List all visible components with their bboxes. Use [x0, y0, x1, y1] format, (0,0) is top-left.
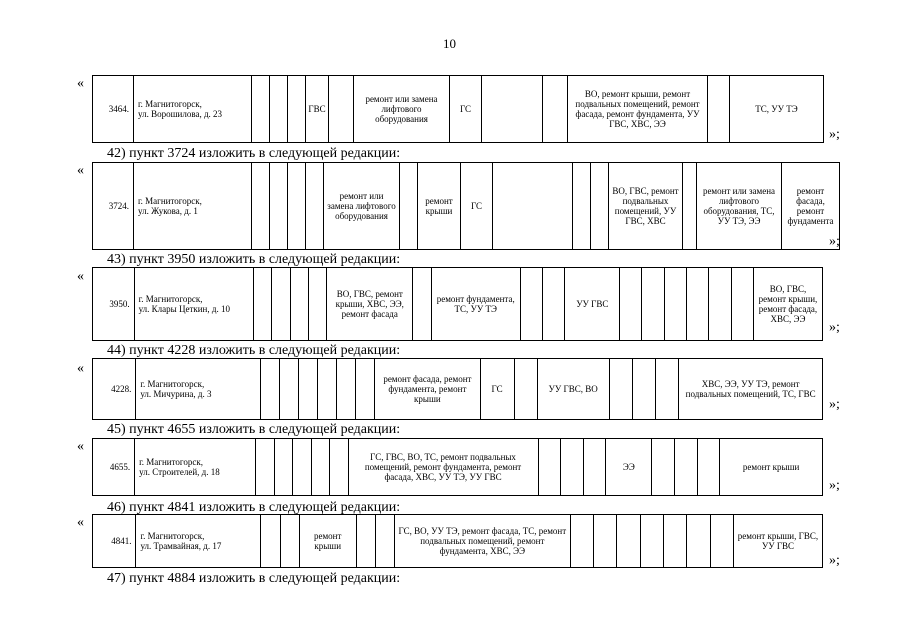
table-cell [261, 515, 280, 568]
row-address: г. Магнитогорск, ул. Трамвайная, д. 17 [136, 515, 261, 568]
table-cell [400, 163, 418, 250]
table-cell: УУ ГВС, ВО [537, 359, 609, 420]
table-cell [561, 439, 584, 496]
amendment-heading: 47) пункт 4884 изложить в следующей редакции: [107, 571, 401, 586]
table-cell [663, 515, 686, 568]
table-cell [538, 439, 561, 496]
table-cell: ремонт или замена лифтового оборудования, ТС, УУ ТЭ, ЭЭ [697, 163, 782, 250]
table-cell: ТС, УУ ТЭ [730, 76, 824, 143]
table-cell [299, 359, 318, 420]
table-row-3724 [92, 162, 840, 250]
table-row-4841 [92, 514, 823, 568]
row-number: 4228. [93, 359, 136, 420]
table-cell [356, 359, 375, 420]
table-cell [620, 268, 642, 341]
table-cell: ГВС [306, 76, 329, 143]
open-quote: « [77, 269, 84, 284]
table-cell [710, 515, 733, 568]
table-cell [318, 359, 337, 420]
table-cell [256, 439, 274, 496]
close-quote: »; [829, 127, 840, 142]
table-cell: ВО, ГВС, ремонт подвальных помещений, УУ ГВС, ХВС [609, 163, 683, 250]
open-quote: « [77, 163, 84, 178]
amendment-heading: 44) пункт 4228 изложить в следующей редакции: [107, 343, 401, 358]
table-cell [279, 359, 298, 420]
table-cell [687, 268, 709, 341]
table-cell [270, 76, 288, 143]
row-address: г. Магнитогорск, ул. Жукова, д. 1 [134, 163, 252, 250]
table-cell [290, 268, 308, 341]
row-number: 3950. [93, 268, 135, 341]
table-cell [329, 76, 354, 143]
table-cell [664, 268, 686, 341]
table-cell [308, 268, 326, 341]
table-cell: ГС, ГВС, ВО, ТС, ремонт подвальных помещений, ремонт фундамента, ремонт фасада, ХВС, УУ ТЭ, УУ ГВС [348, 439, 538, 496]
table-row-3950 [92, 267, 823, 341]
close-quote: »; [829, 234, 840, 249]
close-quote: »; [829, 397, 840, 412]
table-cell [656, 359, 679, 420]
table-cell [288, 76, 306, 143]
table-cell [591, 163, 609, 250]
table-cell: ремонт крыши [418, 163, 461, 250]
table-cell [520, 268, 542, 341]
table-cell: ремонт крыши [299, 515, 356, 568]
page-number: 10 [443, 36, 456, 51]
table-cell [306, 163, 324, 250]
open-quote: « [77, 439, 84, 454]
open-quote: « [77, 515, 84, 530]
table-cell [609, 359, 632, 420]
row-number: 4655. [93, 439, 135, 496]
table-cell [514, 359, 537, 420]
table-cell [594, 515, 617, 568]
open-quote: « [77, 76, 84, 91]
table-cell: ЭЭ [606, 439, 652, 496]
row-address: г. Магнитогорск, ул. Клары Цеткин, д. 10 [134, 268, 254, 341]
table-cell: ремонт фасада, ремонт фундамента, ремонт крыши [375, 359, 481, 420]
table-cell [274, 439, 292, 496]
table-cell [617, 515, 640, 568]
table-cell: ГС, ВО, УУ ТЭ, ремонт фасада, ТС, ремонт подвальных помещений, ремонт фундамента, ХВС, ЭЭ [394, 515, 570, 568]
table-cell [280, 515, 299, 568]
table-cell: ГС [450, 76, 482, 143]
table-cell: ремонт или замена лифтового оборудования [324, 163, 400, 250]
table-cell [687, 515, 710, 568]
row-number: 3724. [93, 163, 134, 250]
table-cell [270, 163, 288, 250]
table-cell [356, 515, 375, 568]
table-cell [573, 163, 591, 250]
table-cell: ГС [480, 359, 514, 420]
row-address: г. Магнитогорск, ул. Строителей, д. 18 [135, 439, 256, 496]
table-cell [697, 439, 720, 496]
table-cell: ремонт фундамента, ТС, УУ ТЭ [431, 268, 520, 341]
close-quote: »; [829, 553, 840, 568]
row-address: г. Магнитогорск, ул. Ворошилова, д. 23 [134, 76, 252, 143]
table-cell: ремонт или замена лифтового оборудования [354, 76, 450, 143]
table-cell [293, 439, 311, 496]
table-cell: УУ ГВС [565, 268, 620, 341]
table-cell [632, 359, 655, 420]
table-cell [413, 268, 431, 341]
table-cell [543, 268, 565, 341]
table-row-4655 [92, 438, 823, 496]
table-cell [543, 76, 568, 143]
table-cell: ремонт крыши, ГВС, УУ ГВС [733, 515, 822, 568]
table-cell [652, 439, 675, 496]
close-quote: »; [829, 478, 840, 493]
table-cell: ремонт крыши [720, 439, 823, 496]
table-cell [311, 439, 329, 496]
table-cell [252, 76, 270, 143]
table-cell: ВО, ГВС, ремонт крыши, ремонт фасада, ХВС, ЭЭ [753, 268, 822, 341]
row-number: 3464. [93, 76, 134, 143]
table-cell: ХВС, ЭЭ, УУ ТЭ, ремонт подвальных помещений, ТС, ГВС [679, 359, 823, 420]
table-cell [260, 359, 279, 420]
table-cell [252, 163, 270, 250]
table-cell [708, 76, 730, 143]
table-row-3464 [92, 75, 824, 143]
table-cell [640, 515, 663, 568]
table-cell [288, 163, 306, 250]
table-cell [731, 268, 753, 341]
table-row-4228 [92, 358, 823, 420]
table-cell [254, 268, 272, 341]
table-cell: ремонт фасада, ремонт фундамента [782, 163, 840, 250]
table-cell [493, 163, 573, 250]
open-quote: « [77, 361, 84, 376]
amendment-heading: 45) пункт 4655 изложить в следующей редакции: [107, 422, 401, 437]
table-cell: ГС [461, 163, 493, 250]
close-quote: »; [829, 320, 840, 335]
row-address: г. Магнитогорск, ул. Мичурина, д. 3 [136, 359, 261, 420]
amendment-heading: 42) пункт 3724 изложить в следующей редакции: [107, 146, 401, 161]
table-cell [330, 439, 348, 496]
table-cell [583, 439, 606, 496]
table-cell [272, 268, 290, 341]
table-cell [570, 515, 593, 568]
table-cell [675, 439, 698, 496]
amendment-heading: 43) пункт 3950 изложить в следующей редакции: [107, 252, 401, 267]
table-cell [375, 515, 394, 568]
table-cell [709, 268, 731, 341]
table-cell: ВО, ремонт крыши, ремонт подвальных помещений, ремонт фасада, ремонт фундамента, УУ ГВС, ХВС, ЭЭ [568, 76, 708, 143]
table-cell: ВО, ГВС, ремонт крыши, ХВС, ЭЭ, ремонт фасада [327, 268, 413, 341]
amendment-heading: 46) пункт 4841 изложить в следующей редакции: [107, 500, 401, 515]
table-cell [337, 359, 356, 420]
row-number: 4841. [93, 515, 136, 568]
table-cell [683, 163, 697, 250]
table-cell [642, 268, 664, 341]
table-cell [482, 76, 543, 143]
